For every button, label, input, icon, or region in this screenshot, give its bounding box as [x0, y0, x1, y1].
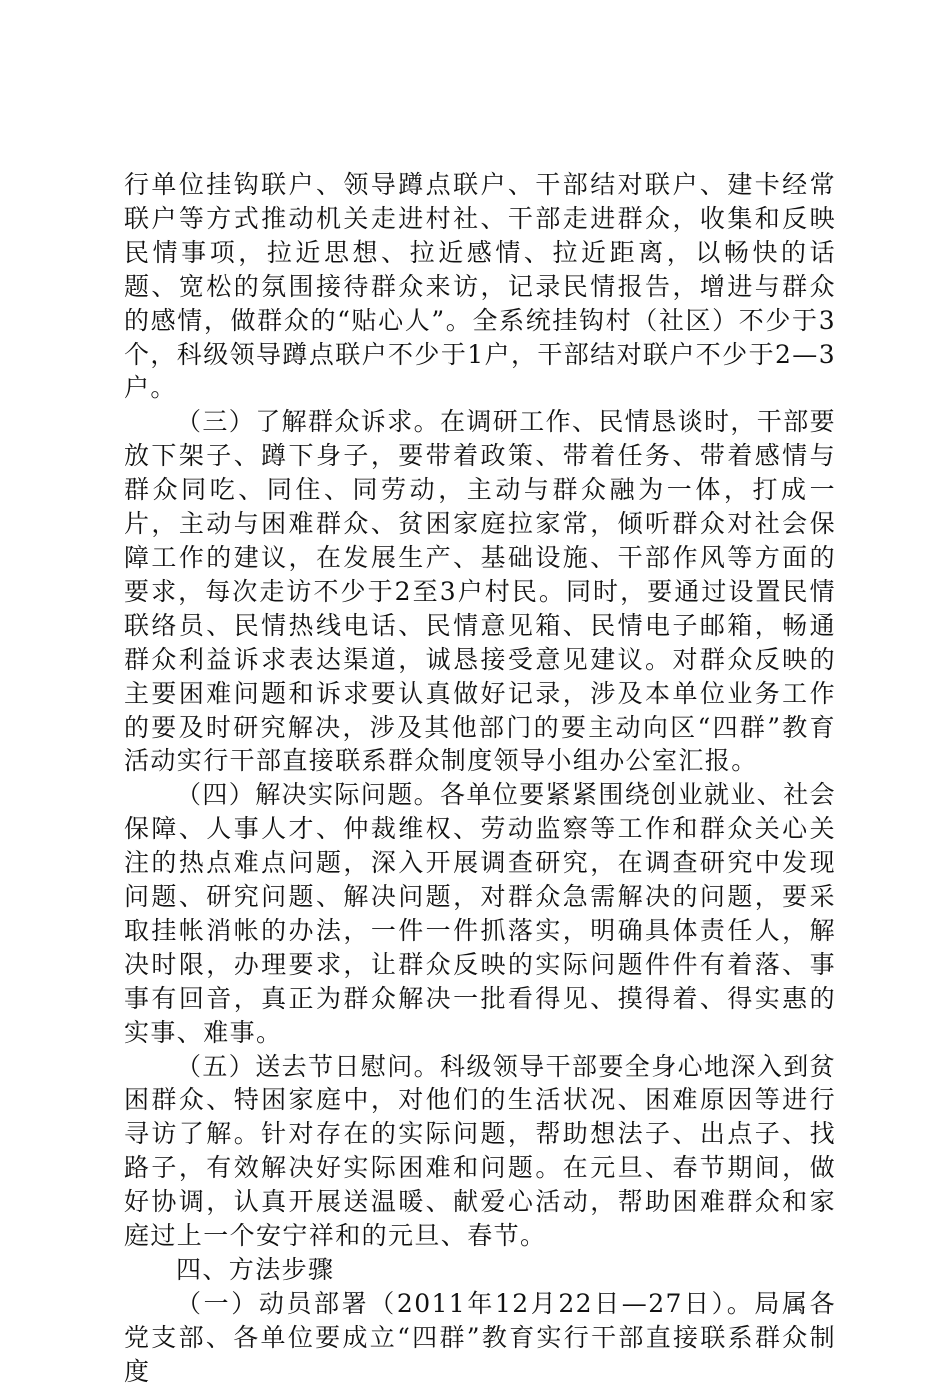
document-body [124, 168, 836, 1389]
paragraph-solve-problems: （四）解决实际问题。各单位要紧紧围绕创业就业、社会保障、人事人才、仲裁维权、劳动监察等工作和群众关心关注的热点难点问题，深入开展调查研究，在调查研究中发现问题、研究问题、解决问题，对群众急需解决的问题，要采取挂帐消帐的办法，一件一件抓落实，明确具体责任人，解决时限，办理要求，让群众反映的实际问题件件有着落、事事有回音，真正为群众解决一批看得见、摸得着、得实惠的实事、难事。 [124, 780, 837, 1047]
paragraph-understand-demands: （三）了解群众诉求。在调研工作、民情恳谈时，干部要放下架子、蹲下身子，要带着政策、带着任务、带着感情与群众同吃、同住、同劳动，主动与群众融为一体，打成一片，主动与困难群众、贫困家庭拉家常，倾听群众对社会保障工作的建议，在发展生产、基础设施、干部作风等方面的要求，每次走访不少于2至3户村民。同时，要通过设置民情联络员、民情热线电话、民情意见箱、民情电子邮箱，畅通群众利益诉求表达渠道，诚恳接受意见建议。对群众反映的主要困难问题和诉求要认真做好记录，涉及本单位业务工作的要及时研究解决，涉及其他部门的要主动向区“四群”教育活动实行干部直接联系群众制度领导小组办公室汇报。 [124, 407, 837, 776]
paragraph-mobilization: （一）动员部署（2011年12月22日—27日）。局属各党支部、各单位要成立“四群”教育实行干部直接联系群众制度 [124, 1288, 836, 1386]
paragraph-holiday-visits: （五）送去节日慰问。科级领导干部要全身心地深入到贫困群众、特困家庭中，对他们的生活状况、困难原因等进行寻访了解。针对存在的实际问题，帮助想法子、出点子、找路子，有效解决好实际困难和问题。在元旦、春节期间，做好协调，认真开展送温暖、献爱心活动，帮助困难群众和家庭过上一个安宁祥和的元旦、春节。 [124, 1051, 837, 1251]
paragraph-continuation: 行单位挂钩联户、领导蹲点联户、干部结对联户、建卡经常联户等方式推动机关走进村社、干部走进群众，收集和反映民情事项，拉近思想、拉近感情、拉近距离，以畅快的话题、宽松的氛围接待群众来访，记录民情报告，增进与群众的感情，做群众的“贴心人”。全系统挂钩村（社区）不少于3个，科级领导蹲点联户不少于1户，干部结对联户不少于2—3户。 [124, 170, 836, 403]
section-heading-methods: 四、方法步骤 [176, 1255, 335, 1284]
